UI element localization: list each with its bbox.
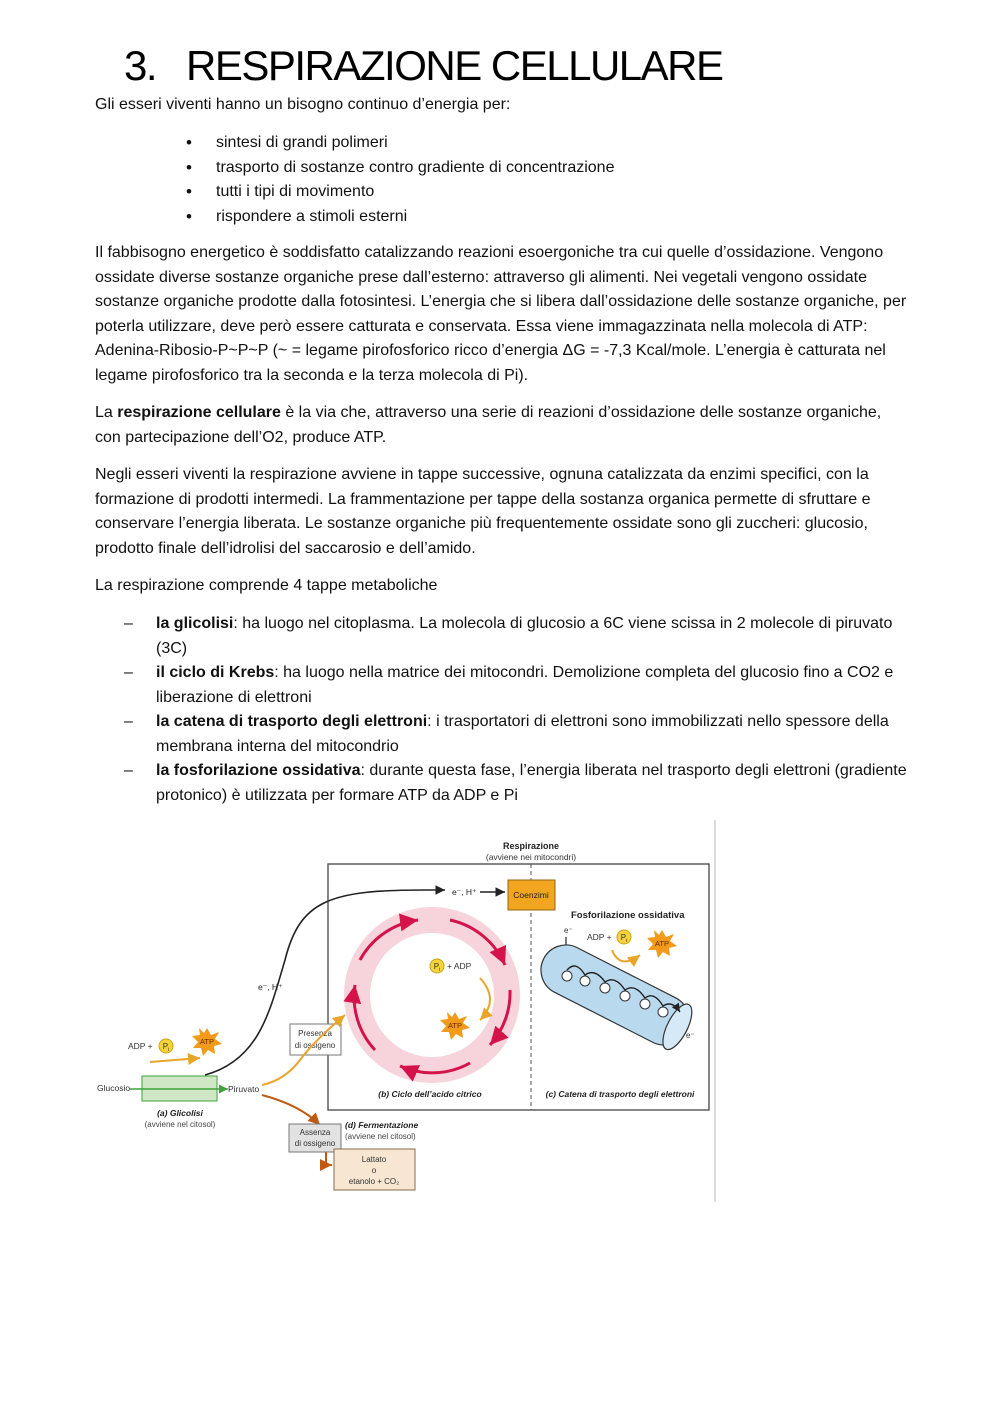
section-title: RESPIRAZIONE CELLULARE xyxy=(186,42,723,89)
stage-item-glicolisi: – la glicolisi: ha luogo nel citoplasma. La molecola di glucosio a 6C viene scissa in 2 molecole di piruvato (3C) xyxy=(124,615,893,657)
needs-list xyxy=(216,131,614,229)
svg-text:Assenza: Assenza xyxy=(299,1128,331,1137)
svg-text:ATP: ATP xyxy=(199,1037,215,1046)
piruvato-label: Piruvato xyxy=(228,1084,260,1094)
glucosio-label: Glucosio xyxy=(97,1083,131,1093)
svg-text:o: o xyxy=(371,1166,377,1175)
svg-text:Pi: $P_i$ xyxy=(620,933,628,944)
term-respirazione-cellulare: respirazione cellulare xyxy=(117,404,281,421)
list-item: • trasporto di sostanze contro gradiente di concentrazione xyxy=(216,156,614,181)
paragraph-respiration-definition: La respirazione cellulare è la via che, attraverso una serie di reazioni d’ossidazione delle sostanze organiche, con partecipazione dell’O2, produce ATP. xyxy=(95,404,882,446)
stage-item-catena: – la catena di trasporto degli elettroni: i trasportatori di elettroni sono immobilizzati nello spessore della membrana interna del mitocondrio xyxy=(124,713,889,755)
adp-label-left: ADP + xyxy=(128,1041,153,1051)
pi-adp-label: + ADP xyxy=(447,961,472,971)
catena-label: (c) Catena di trasporto degli elettroni xyxy=(545,1089,695,1099)
svg-text:di ossigeno: di ossigeno xyxy=(294,1041,336,1050)
fermentazione-label: (d) Fermentazione xyxy=(345,1120,419,1130)
coenzimi-label: Coenzimi xyxy=(513,890,549,900)
paragraph-four-stages: La respirazione comprende 4 tappe metaboliche xyxy=(95,577,438,594)
electron-label-top: e⁻, H⁺ xyxy=(452,887,477,897)
fermentazione-subtitle: (avviene nel citosol) xyxy=(345,1132,416,1141)
list-item: • sintesi di grandi polimeri xyxy=(216,131,614,156)
svg-text:e⁻: e⁻ xyxy=(564,926,573,935)
section-number: 3. xyxy=(124,42,157,89)
glicolisi-label: (a) Glicolisi xyxy=(157,1108,203,1118)
svg-text:Pi: $P_i$ xyxy=(162,1042,170,1053)
page-title xyxy=(124,38,723,94)
adp-label-right: ADP + xyxy=(587,932,612,942)
respirazione-subtitle: (avviene nei mitocondri) xyxy=(485,852,577,862)
paragraph-stages: Negli esseri viventi la respirazione avviene in tappe successive, ognuna catalizzata da enzimi specifici, con la formazione di prodotti intermedi. La frammentazione per tappe della sostanza organica permette di sfruttare e conservare l’energia liberata. Le sostanze organiche più frequentemente ossidate sono gli zuccheri: glucosio, prodotto finale dell’idrolisi del saccarosio e dell’amido. xyxy=(95,466,871,557)
intro-text: Gli esseri viventi hanno un bisogno continuo d’energia per: xyxy=(95,96,511,113)
svg-text:etanolo + CO₂: etanolo + CO₂ xyxy=(348,1177,400,1186)
stage-item-fosforilazione: – la fosforilazione ossidativa: durante questa fase, l’energia liberata nel trasporto degli elettroni (gradiente protonico) è utilizzata per formare ATP da ADP e Pi xyxy=(124,762,907,804)
respirazione-title: Respirazione xyxy=(502,841,560,851)
fosforilazione-label: Fosforilazione ossidativa xyxy=(571,910,685,921)
ciclo-label: (b) Ciclo dell’acido citrico xyxy=(378,1089,482,1099)
electron-label-left: e⁻, H⁺ xyxy=(258,982,283,992)
svg-text:Pi: $P_i$ xyxy=(433,962,441,973)
svg-text:ATP: ATP xyxy=(654,939,670,948)
list-item: • rispondere a stimoli esterni xyxy=(216,205,614,230)
stage-item-krebs: – il ciclo di Krebs: ha luogo nella matrice dei mitocondri. Demolizione completa del glucosio fino a CO2 e liberazione di elettroni xyxy=(124,664,894,706)
stages-list xyxy=(124,612,916,808)
svg-text:ATP: ATP xyxy=(447,1021,463,1030)
respiration-diagram xyxy=(0,815,1000,1210)
glicolisi-subtitle: (avviene nel citosol) xyxy=(144,1120,216,1129)
svg-text:di ossigeno: di ossigeno xyxy=(294,1139,336,1148)
paragraph-energy: Il fabbisogno energetico è soddisfatto catalizzando reazioni esoergoniche tra cui quelle d’ossidazione. Vengono ossidate diverse sostanze organiche prese dall’esterno: attraverso gli alimenti. Nei vegetali vengono ossidate sostanze organiche prodotte dalla fotosintesi. L’energia che si libera dall’ossidazione delle sostanze organiche, per poterla utilizzare, deve però essere catturata e conservata. Essa viene immagazzinata nella molecola di ATP: Adenina-Ribosio-P~P~P (~ = legame pirofosforico ricco d’energia ΔG = -7,3 Kcal/mole. L’energia è catturata nel legame pirofosforico tra la seconda e la terza molecola di Pi). xyxy=(95,244,907,384)
svg-text:Lattato: Lattato xyxy=(361,1155,387,1164)
svg-text:Presenza: Presenza xyxy=(298,1029,332,1038)
electron-out-label: e⁻ xyxy=(686,1031,695,1040)
list-item: • tutti i tipi di movimento xyxy=(216,180,614,205)
